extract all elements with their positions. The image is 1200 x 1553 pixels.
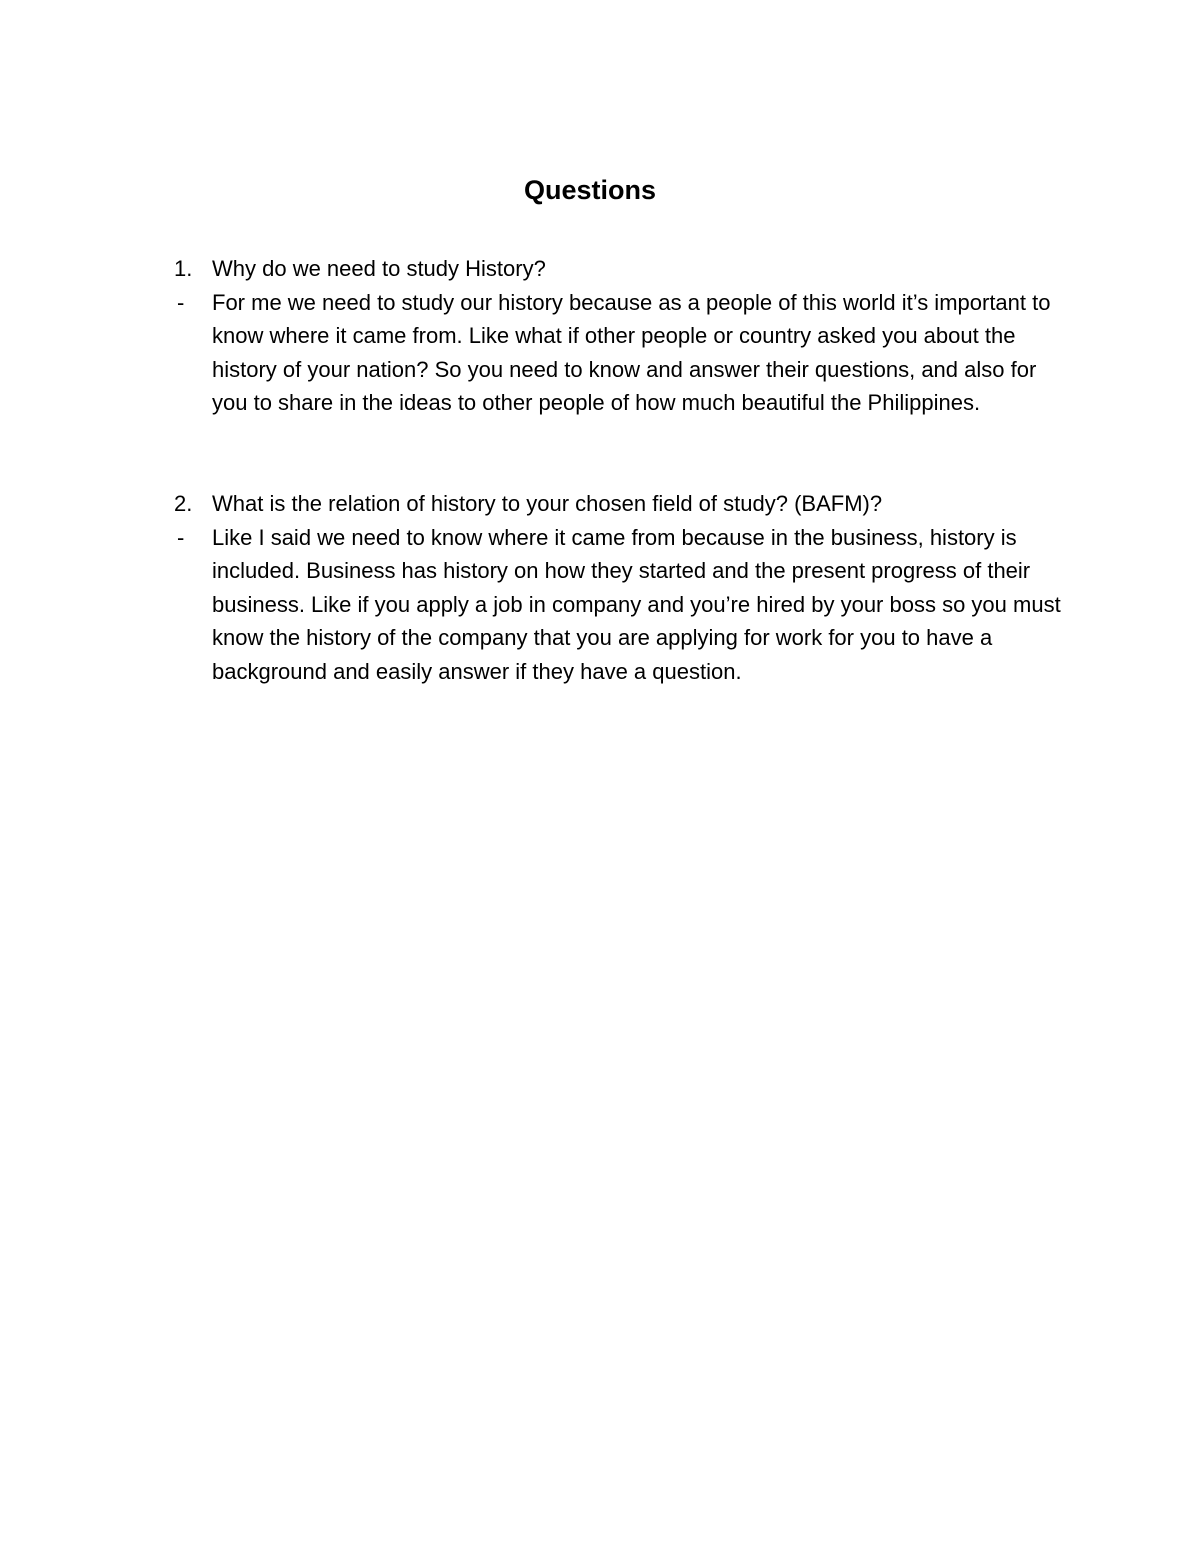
- question-block-1: [174, 252, 1074, 420]
- question-number: 2.: [174, 491, 193, 516]
- answer-row: [174, 286, 1074, 420]
- question-number: 1.: [174, 256, 193, 281]
- page-title: Questions: [523, 175, 657, 205]
- answer-row: [174, 521, 1074, 689]
- answer-bullet: -: [177, 524, 185, 550]
- answer-text: Like I said we need to know where it came from because in the business, history is included. Business has history on how they started and the present progress of their business. Like if you apply a job in company and you’re hired by your boss so you must know the history of the company that you are applying for work for you to have a background and easily answer if they have a question.: [212, 524, 1061, 684]
- question-row: [174, 487, 1074, 521]
- question-text: What is the relation of history to your chosen field of study? (BAFM)?: [212, 491, 883, 516]
- answer-text: For me we need to study our history because as a people of this world it’s important to know where it came from. Like what if other people or country asked you about the history of your nation? So you need to know and answer their questions, and also for you to share in the ideas to other people of how much beautiful the Philippines.: [212, 289, 1051, 416]
- question-row: [174, 252, 1074, 286]
- question-text: Why do we need to study History?: [212, 256, 546, 281]
- question-block-2: [174, 487, 1074, 689]
- answer-bullet: -: [177, 289, 185, 315]
